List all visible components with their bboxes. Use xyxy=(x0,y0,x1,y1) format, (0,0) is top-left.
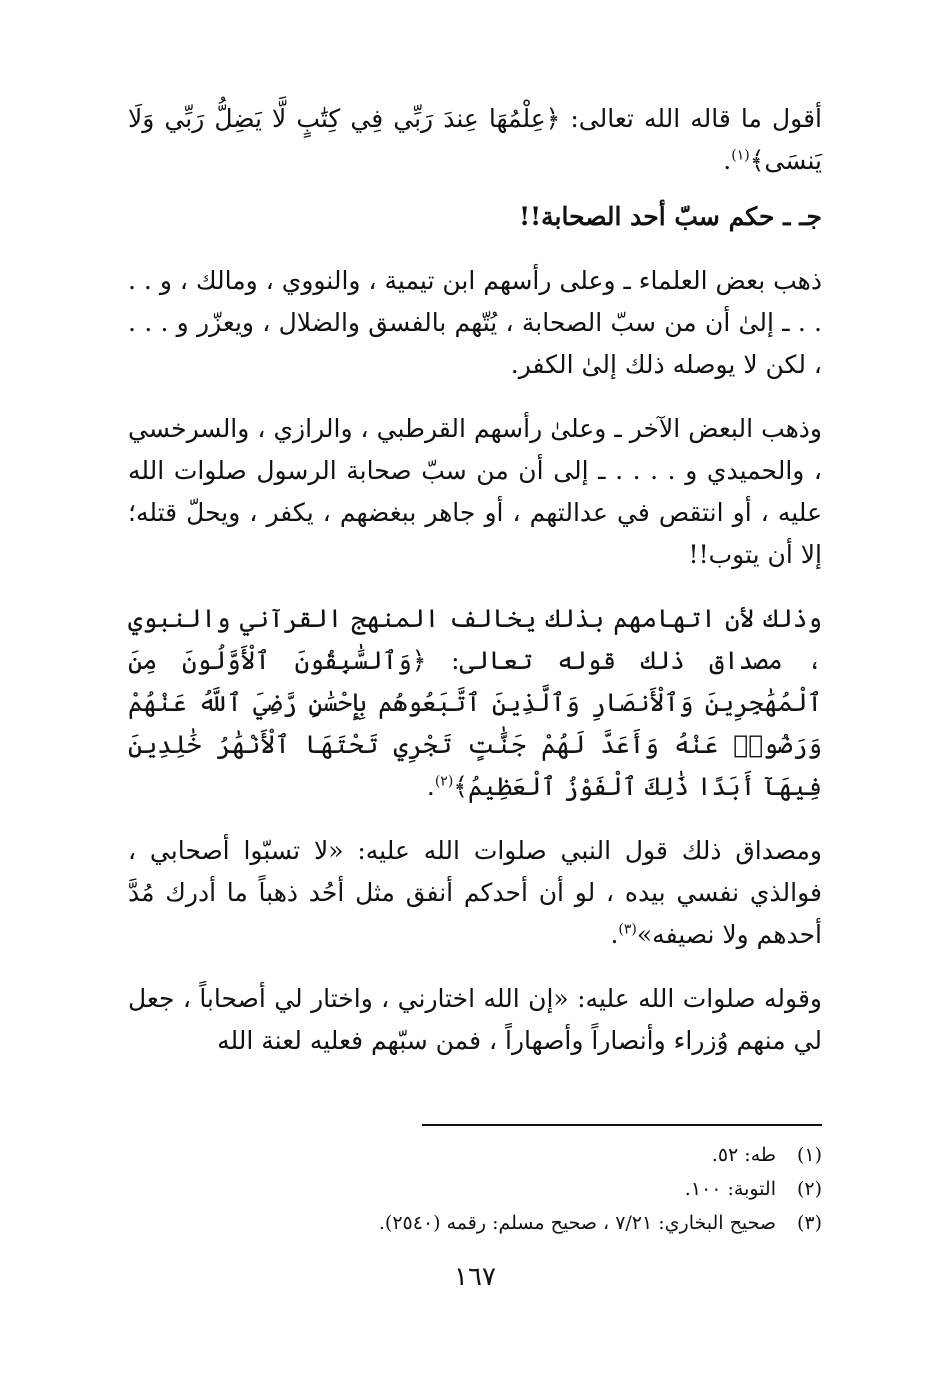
paragraph-text: ومصداق ذلك قول النبي صلوات الله عليه: «لا تسبّوا أصحابي ، فوالذي نفسي بيده ، لو أن أحدكم أنفق مثل أحُد ذهباً ما أدرك مُدَّ أحدهم ولا نصيفه» xyxy=(128,836,822,949)
footnote-text: التوبة: ١٠٠. xyxy=(684,1178,776,1200)
footnote-number: (٢) xyxy=(796,1178,822,1200)
paragraph-end: . xyxy=(723,146,732,175)
paragraph-text: وذلك لأن اتهامهم بذلك يخالف المنهج القرآني والنبوي ، مصداق ذلك قوله تعالى: ﴿وَٱلسَّٰبِقُونَ ٱلْأَوَّلُونَ مِنَ ٱلْمُهَٰجِرِينَ وَٱلْأَنصَارِ وَٱلَّذِينَ ٱتَّبَعُوهُم بِإِحْسَٰنٍ رَّضِيَ ٱللَّهُ عَنْهُمْ وَرَضُوا۟ عَنْهُ وَأَعَدَّ لَهُمْ جَنَّٰتٍ تَجْرِي تَحْتَهَا ٱلْأَنْهَٰرُ خَٰلِدِينَ فِيهَآ أَبَدًا ذَٰلِكَ ٱلْفَوْزُ ٱلْعَظِيمُ﴾ xyxy=(128,604,822,801)
paragraph-second-opinion: وذهب البعض الآخر ـ وعلىٰ رأسهم القرطبي ، والرازي ، والسرخسي ، والحميدي و . . . . ـ إلى أن من سبّ صحابة الرسول صلوات الله عليه ، أو انتقص في عدالتهم ، أو جاهر ببغضهم ، يكفر ، ويحلّ قتله؛ إلا أن يتوب!! xyxy=(128,414,822,569)
section-heading: جـ ـ حكم سبّ أحد الصحابة!! xyxy=(519,202,822,231)
footnote-3 xyxy=(128,1206,822,1240)
footnote-1 xyxy=(128,1138,822,1172)
paragraph-end: . xyxy=(426,772,435,801)
paragraph-text: أقول ما قاله الله تعالى: ﴿عِلْمُهَا عِندَ رَبِّي فِي كِتَٰبٍ لَّا يَضِلُّ رَبِّي وَلَا يَنسَى﴾ xyxy=(128,104,822,175)
paragraph-end: . xyxy=(610,920,619,949)
footnote-number: (٣) xyxy=(796,1212,822,1234)
footnote-ref-2: (٢) xyxy=(434,773,454,790)
page-number: ١٦٧ xyxy=(454,1262,496,1292)
footnote-number: (١) xyxy=(796,1144,822,1166)
footnote-ref-3: (٣) xyxy=(618,921,637,938)
paragraph-quran-quote xyxy=(128,98,822,182)
paragraph-first-opinion: ذهب بعض العلماء ـ وعلى رأسهم ابن تيمية ، والنووي ، ومالك ، و . . . . ـ إلىٰ أن من سبّ الصحابة ، يُتّهم بالفسق والضلال ، ويعزّر و . . . ، لكن لا يوصله ذلك إلىٰ الكفر. xyxy=(128,266,822,379)
footnote-text: صحيح البخاري: ٧/٢١ ، صحيح مسلم: رقمه (٢٥٤٠). xyxy=(378,1212,776,1234)
footnote-ref-1: (١) xyxy=(731,147,750,164)
paragraph-second-hadith: وقوله صلوات الله عليه: «إن الله اختارني ، واختار لي أصحاباً ، جعل لي منهم وُزراء وأنصاراً وأصهاراً ، فمن سبّهم فعليه لعنة الله xyxy=(128,984,822,1055)
paragraph-quran-evidence xyxy=(128,598,822,808)
footnote-2 xyxy=(128,1172,822,1206)
footnote-text: طه: ٥٢. xyxy=(711,1144,776,1166)
footnote-divider xyxy=(422,1124,822,1126)
paragraph-hadith-evidence xyxy=(128,830,822,956)
footnotes xyxy=(128,1138,822,1240)
